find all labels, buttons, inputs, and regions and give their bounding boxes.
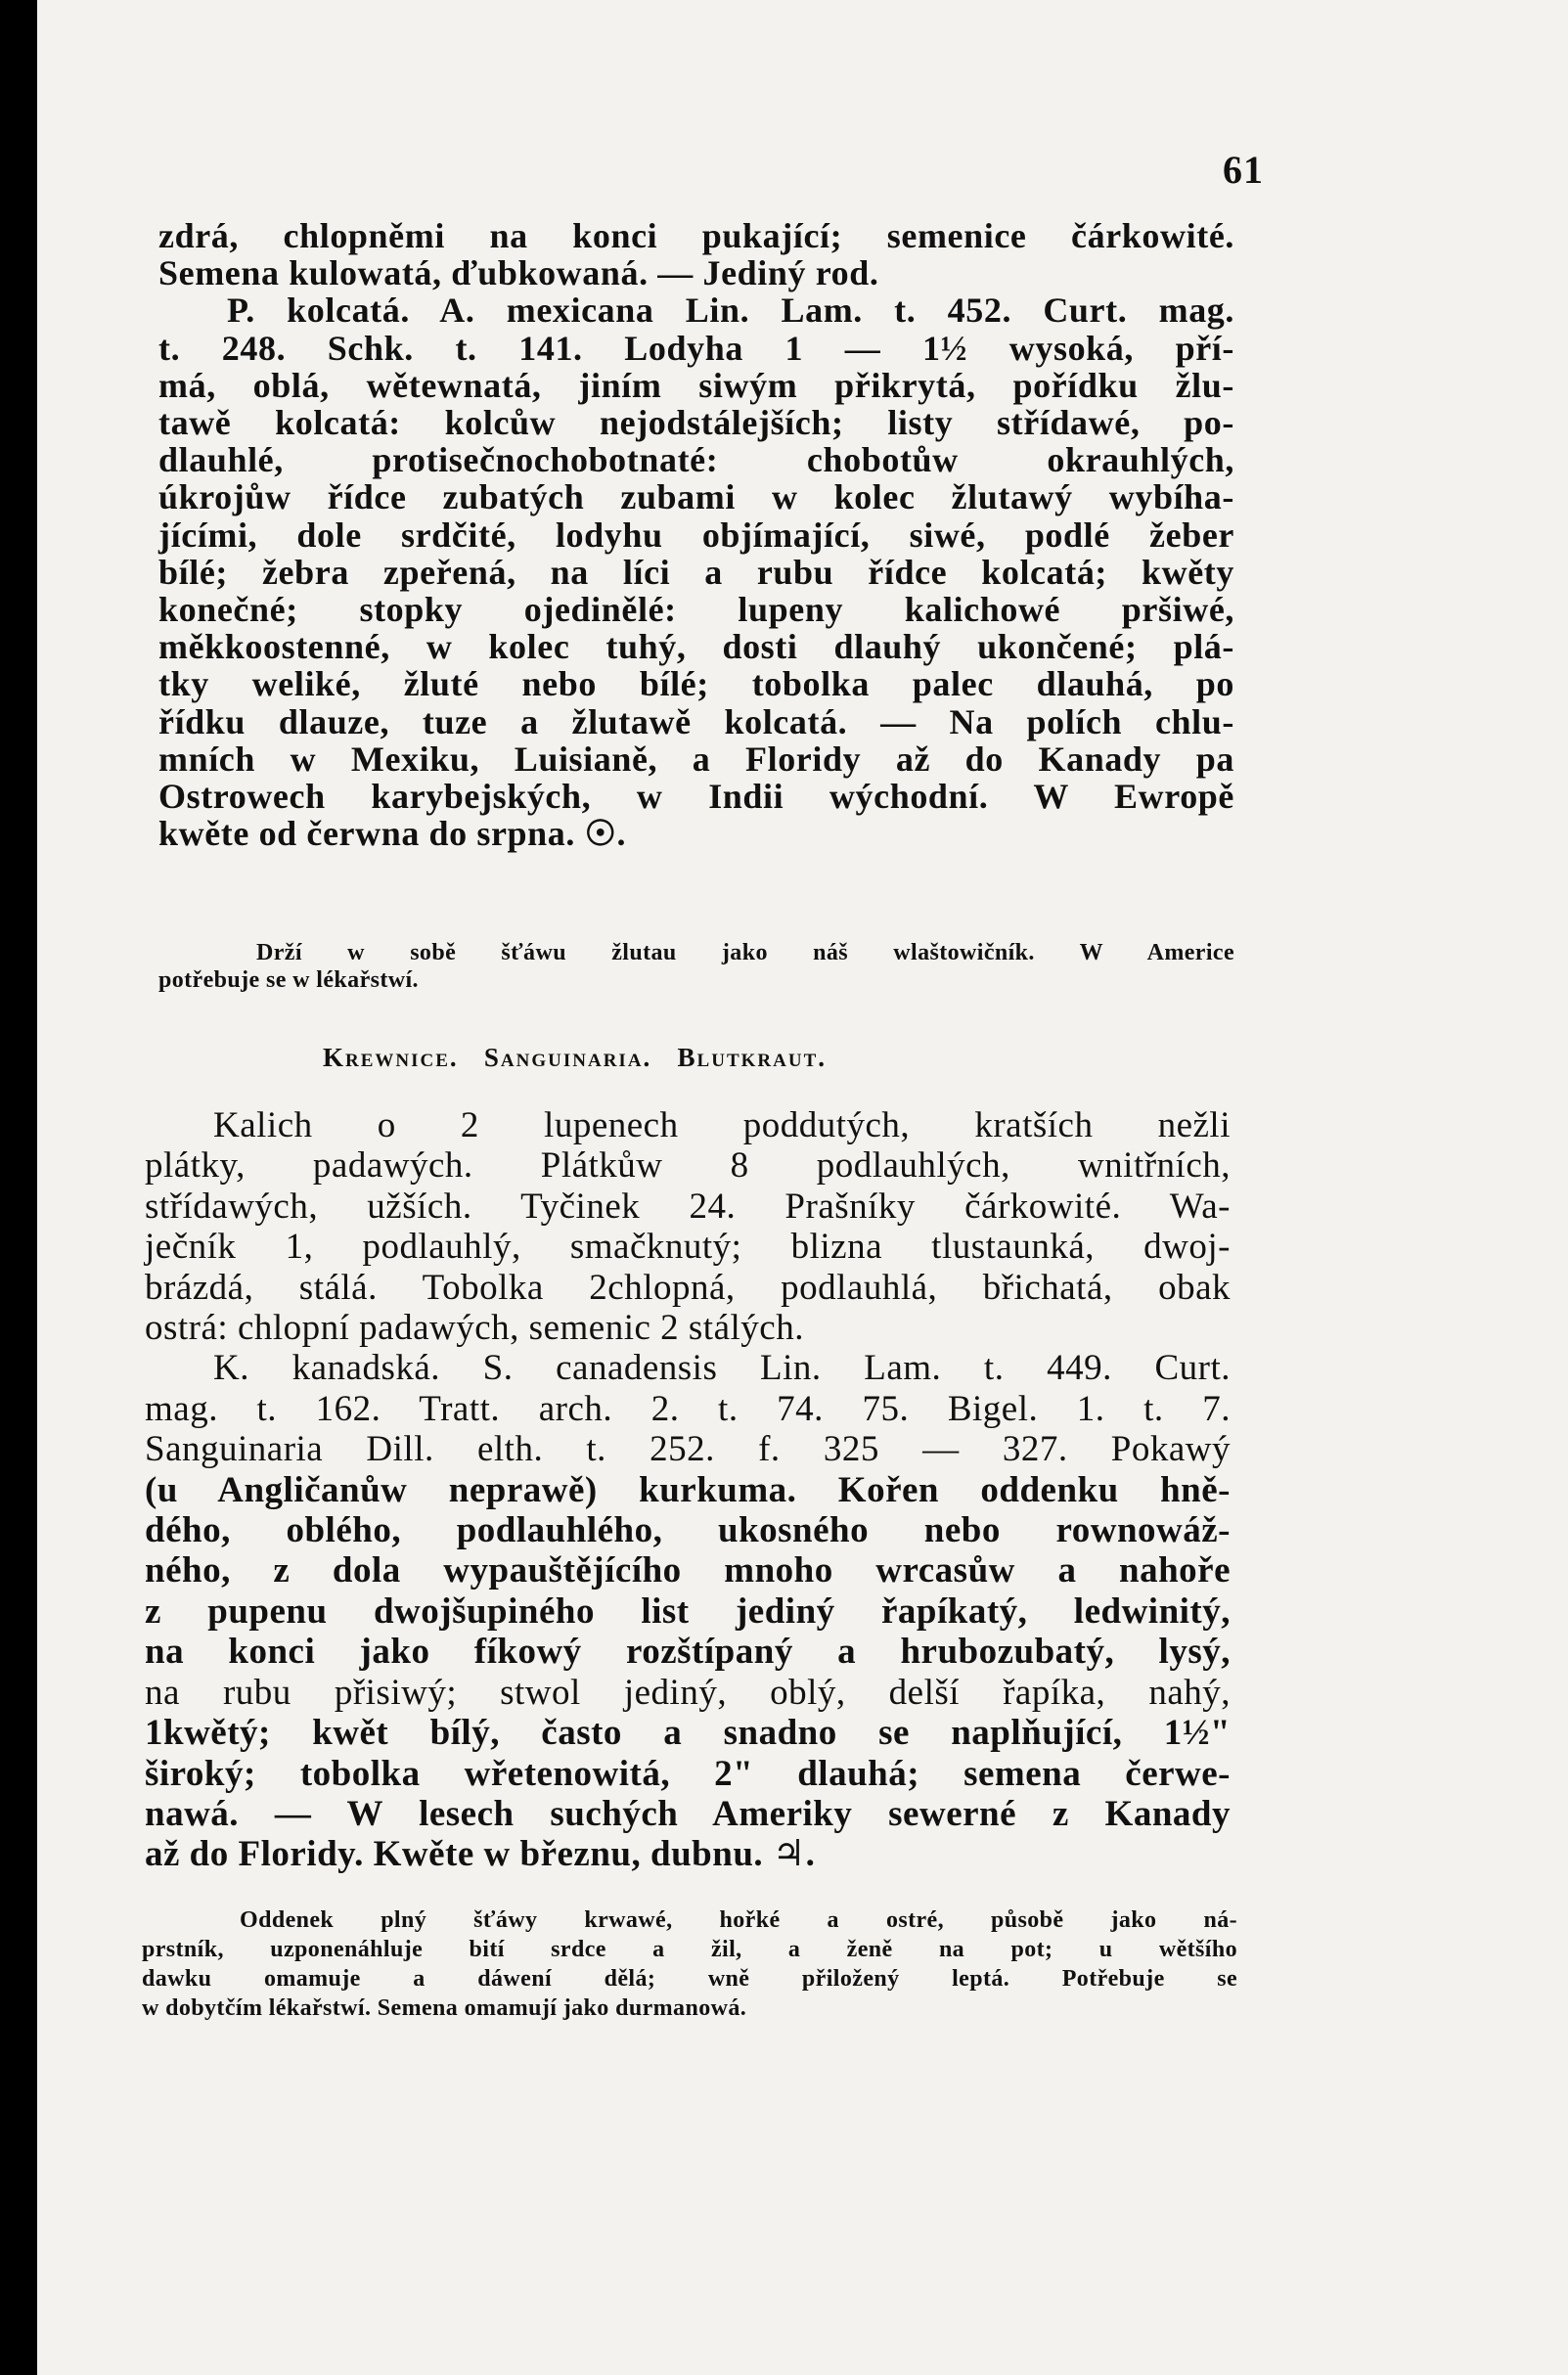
text-line: úkrojůw řídce zubatých zubami w kolec žlutawý wybíha- xyxy=(158,477,1234,517)
text-line: ječník 1, podlauhlý, smačknutý; blizna tlustaunká, dwoj- xyxy=(145,1227,1231,1268)
text-line: střídawých, užších. Tyčinek 24. Prašníky čárkowité. Wa- xyxy=(145,1186,1231,1227)
text-line: t. 248. Schk. t. 141. Lodyha 1 — 1½ wysoká, pří- xyxy=(158,328,1234,368)
note-line: prstník, uzponenáhluje bití srdce a žil, a ženě na pot; u wětšího xyxy=(142,1937,1237,1962)
text-line: ostrá: chlopní padawých, semenic 2 stálých. xyxy=(145,1308,804,1349)
text-line: Semena kulowatá, ďubkowaná. — Jediný rod. xyxy=(158,253,879,293)
note-line: dawku omamuje a dáwení dělá; wně přiložený leptá. Potřebuje se xyxy=(142,1966,1237,1992)
note-line: Drží w sobě šťáwu žlutau jako náš wlaštowičník. W Americe xyxy=(256,940,1234,965)
text-line: Ostrowech karybejských, w Indii wýchodní. W Ewropě xyxy=(158,777,1234,817)
text-line: kwěte od čerwna do srpna. ☉. xyxy=(158,814,627,854)
text-line: měkkoostenné, w kolec tuhý, dosti dlauhý ukončené; plá- xyxy=(158,627,1234,667)
text-line: mag. t. 162. Tratt. arch. 2. t. 74. 75. Bigel. 1. t. 7. xyxy=(145,1388,1231,1429)
text-line: dlauhlé, protisečnochobotnaté: chobotůw okrauhlých, xyxy=(158,440,1234,480)
species-entry-text: P. kolcatá. A. mexicana Lin. Lam. t. 452. Curt. mag. xyxy=(227,291,1234,331)
page-number: 61 xyxy=(1223,148,1264,192)
text-line: 1kwětý; kwět bílý, často a snadno se naplňující, 1½" xyxy=(145,1713,1231,1754)
text-line: bílé; žebra zpeřená, na líci a rubu řídce kolcatá; kwěty xyxy=(158,552,1234,592)
text-line: plátky, padawých. Plátkůw 8 podlauhlých, wnitřních, xyxy=(145,1145,1231,1187)
text-line: tky weliké, žluté nebo bílé; tobolka palec dlauhá, po xyxy=(158,664,1234,704)
species-heading-line xyxy=(158,291,1234,329)
text-line: Sanguinaria Dill. elth. t. 252. f. 325 — 327. Pokawý xyxy=(145,1429,1231,1470)
text-line: ného, z dola wypauštějícího mnoho wrcasůw a nahoře xyxy=(145,1550,1231,1591)
text-line: tawě kolcatá: kolcůw nejodstálejších; listy střídawé, po- xyxy=(158,403,1234,443)
genus-name-german: Blutkraut. xyxy=(677,1043,827,1072)
text-line: nawá. — W lesech suchých Ameriky sewerné z Kanady xyxy=(145,1793,1231,1834)
text-line: konečné; stopky ojedinělé: lupeny kalichowé pršiwé, xyxy=(158,590,1234,630)
note-line: potřebuje se w lékařstwí. xyxy=(158,967,419,993)
text-line: jícími, dole srdčité, lodyhu objímající, siwé, podlé žeber xyxy=(158,515,1234,555)
text-line: dého, oblého, podlauhlého, ukosného nebo rownowáž- xyxy=(145,1510,1231,1551)
text-line: široký; tobolka wřetenowitá, 2" dlauhá; semena čerwe- xyxy=(145,1753,1231,1794)
text-line: (u Angličanůw neprawě) kurkuma. Kořen oddenku hně- xyxy=(145,1469,1231,1510)
text-line: má, oblá, wětewnatá, jiním siwým přikrytá, pořídku žlu- xyxy=(158,365,1234,405)
text-line: Kalich o 2 lupenech poddutých, kratších nežli xyxy=(213,1105,1231,1145)
text-line: až do Floridy. Kwěte w březnu, dubnu. ♃. xyxy=(145,1834,816,1875)
text-line: na rubu přisiwý; stwol jediný, oblý, delší řapíka, nahý, xyxy=(145,1672,1231,1713)
species-entry-line: K. kanadská. S. canadensis Lin. Lam. t. 449. Curt. xyxy=(213,1348,1231,1389)
medicinal-note xyxy=(142,1905,1237,2023)
genus-heading xyxy=(323,1043,1066,1073)
text-line: zdrá, chlopněmi na konci pukající; semenice čárkowité. xyxy=(158,216,1234,255)
note-line: w dobytčím lékařstwí. Semena omamují jako durmanowá. xyxy=(142,1995,747,2021)
usage-note xyxy=(158,939,1234,994)
text-line: mních w Mexiku, Luisianě, a Floridy až do Kanady pa xyxy=(158,739,1234,779)
genus-description-paragraph xyxy=(158,217,1234,852)
text-line: z pupenu dwojšupiného list jediný řapíkatý, ledwinitý, xyxy=(145,1591,1231,1632)
genus-name-czech: Krewnice. xyxy=(323,1043,459,1072)
text-line: řídku dlauze, tuze a žlutawě kolcatá. — Na polích chlu- xyxy=(158,701,1234,741)
sanguinaria-description xyxy=(145,1105,1231,1875)
genus-name-latin: Sanguinaria. xyxy=(483,1043,652,1072)
note-line: Oddenek plný šťáwy krwawé, hořké a ostré, působě jako ná- xyxy=(240,1907,1237,1933)
text-line: na konci jako fíkowý rozštípaný a hrubozubatý, lysý, xyxy=(145,1632,1231,1673)
text-line: brázdá, stálá. Tobolka 2chlopná, podlauhlá, břichatá, obak xyxy=(145,1267,1231,1308)
